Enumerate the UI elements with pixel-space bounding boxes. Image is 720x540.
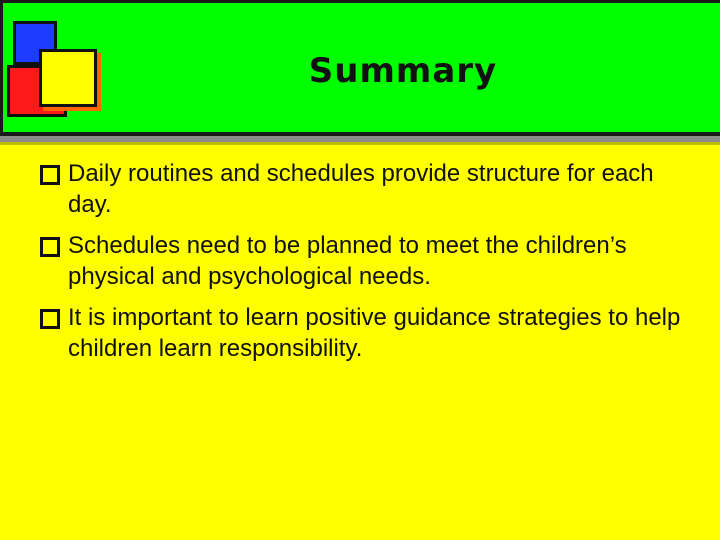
hollow-square-icon	[40, 309, 60, 329]
bullet-item	[40, 158, 700, 220]
bullet-text: It is important to learn positive guidance strategies to help children learn responsibility.	[68, 304, 681, 362]
yellow-square-icon	[39, 49, 97, 107]
header-band	[0, 0, 720, 136]
bullet-text: Schedules need to be planned to meet the children’s physical and psychological needs.	[68, 232, 627, 290]
bullet-item	[40, 302, 700, 364]
slide-title: Summary	[308, 51, 498, 91]
bullet-list	[40, 158, 700, 374]
bullet-item	[40, 230, 700, 292]
bullet-text: Daily routines and schedules provide structure for each day.	[68, 160, 654, 218]
hollow-square-icon	[40, 237, 60, 257]
decorative-squares	[3, 3, 113, 123]
hollow-square-icon	[40, 165, 60, 185]
